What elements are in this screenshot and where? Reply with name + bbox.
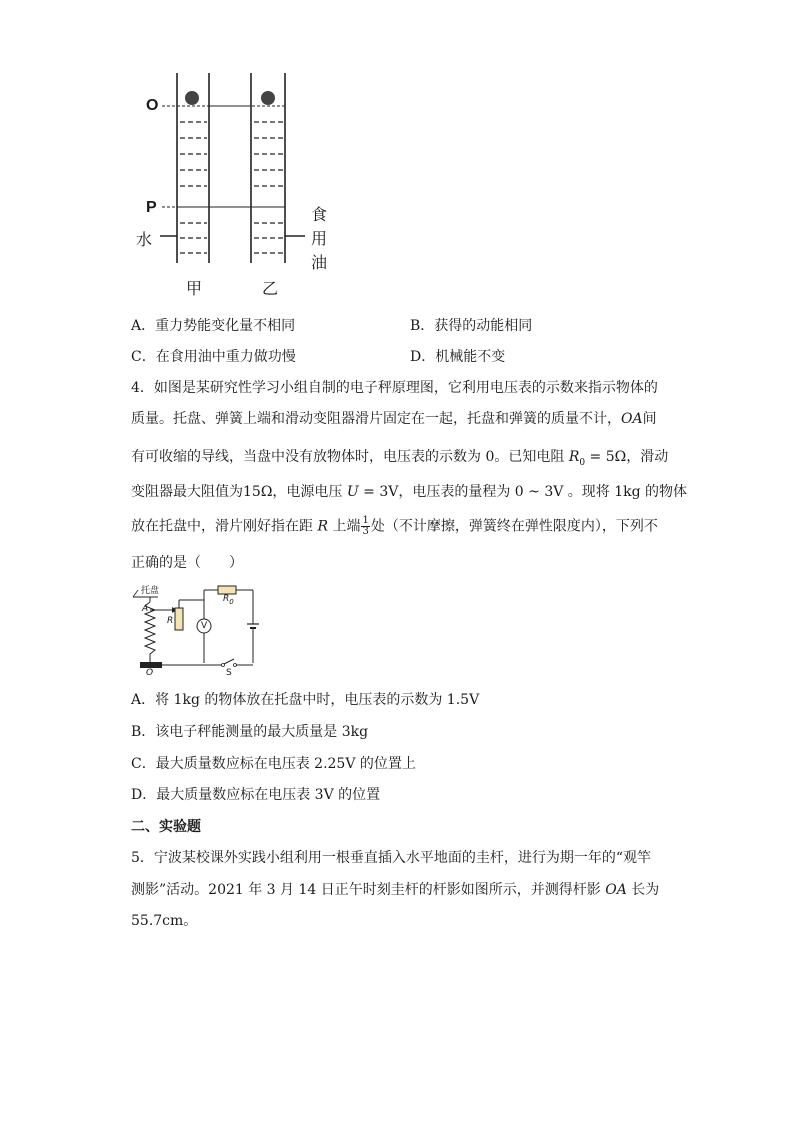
tubes-figure: [140, 68, 340, 298]
q4-line-1: 4．如图是某研究性学习小组自制的电子秤原理图，它利用电压表的示数来指示物体的: [131, 380, 658, 396]
label-jia: 甲: [186, 279, 203, 298]
ball-jia: [185, 91, 199, 105]
q4-line-6: 正确的是（ ）: [131, 555, 243, 571]
q4-line-2: [131, 409, 657, 429]
q4-line-3: [131, 447, 668, 473]
q5-line-2-text: 测影”活动。2021 年 3 月 14 日正午时刻圭杆的杆影如图所示，并测得杆影: [131, 882, 606, 898]
q4-line-4: [131, 482, 687, 502]
q4-line-4-text: 变阻器最大阻值为15Ω，电源电压: [131, 484, 347, 500]
circuit-label-r: R: [167, 616, 174, 626]
q4-line-2-text: 质量。托盘、弹簧上端和滑动变阻器滑片固定在一起，托盘和弹簧的质量不计，: [131, 411, 621, 427]
q4-line-5-end: 处（不计摩擦，弹簧终在弹性限度内），下列不: [370, 518, 658, 535]
q3-option-d: D．机械能不变: [410, 349, 506, 365]
label-p: P: [146, 199, 157, 216]
resistor-r0: [218, 586, 236, 594]
q5-line-3: 55.7cm。: [131, 913, 198, 929]
circuit-r0-letter: R: [223, 594, 230, 604]
label-yi: 乙: [262, 279, 279, 298]
circuit-label-s: S: [226, 668, 232, 678]
circuit-label-tray: 托盘: [141, 586, 160, 596]
q4-line-2-end: 间: [642, 411, 657, 427]
q4-line-4-end: = 3V，电压表的量程为 0 ~ 3V 。现将 1kg 的物体: [358, 484, 688, 500]
q5-line-2-end: 长为: [626, 882, 660, 898]
circuit-label-a: A: [142, 604, 149, 614]
q4-r0-sub: 0: [579, 457, 586, 468]
q4-option-b: B．该电子秤能测量的最大质量是 3kg: [131, 724, 369, 740]
q5-line-2: [131, 880, 659, 900]
label-oil-3: 油: [311, 253, 328, 272]
q4-r0: R: [568, 449, 580, 465]
q4-u: U: [346, 484, 359, 500]
circuit-r0-sub: 0: [229, 597, 234, 606]
q4-line-3-end: = 5Ω，滑动: [585, 449, 669, 465]
q4-option-a: A．将 1kg 的物体放在托盘中时，电压表的示数为 1.5V: [131, 692, 480, 708]
circuit-label-o: O: [146, 668, 154, 678]
rheostat: [175, 608, 183, 630]
q4-line-5-text: 放在托盘中，滑片刚好指在距: [131, 518, 318, 535]
section-title: 二、实验题: [131, 819, 201, 835]
q4-r: R: [317, 518, 328, 535]
q5-oa: OA: [605, 882, 627, 898]
ball-yi: [261, 91, 275, 105]
q3-option-c: C．在食用油中重力做功慢: [131, 349, 296, 365]
q4-line-3-text: 有可收缩的导线，当盘中没有放物体时，电压表的示数为 0。已知电阻: [131, 449, 569, 465]
q4-line-5: [131, 516, 658, 537]
q4-line-2-oa: OA: [621, 411, 643, 427]
fraction-num: 1: [362, 515, 369, 526]
label-water: 水: [136, 230, 153, 249]
label-oil-2: 用: [311, 229, 328, 248]
q4-option-c: C．最大质量数应标在电压表 2.25V 的位置上: [131, 756, 416, 772]
q3-option-b: B．获得的动能相同: [410, 318, 533, 334]
q4-option-d: D．最大质量数应标在电压表 3V 的位置: [131, 787, 381, 803]
label-oil-1: 食: [311, 205, 328, 224]
q4-line-5-mid: 上端: [328, 518, 361, 535]
fraction-one-third: [361, 516, 369, 537]
label-o: O: [146, 97, 159, 114]
q5-line-1: 5．宁波某校课外实践小组利用一根垂直插入水平地面的圭杆，进行为期一年的“观竿: [131, 850, 652, 866]
circuit-label-r0: [223, 594, 234, 606]
circuit-label-v: V: [201, 621, 208, 631]
fraction-den: 3: [362, 526, 369, 537]
q3-option-a: A．重力势能变化量不相同: [131, 318, 296, 334]
